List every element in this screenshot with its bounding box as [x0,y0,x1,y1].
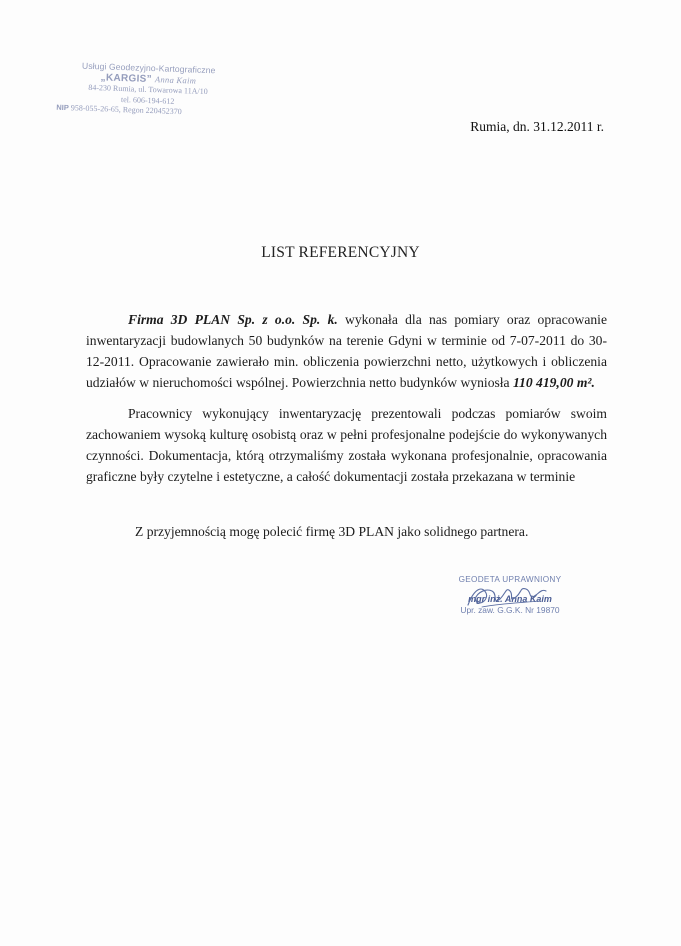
signature-stamp [440,575,580,615]
paragraph-1 [86,309,607,393]
stamp-line-services: Usługi Geodezyjno-Kartograficzne [81,60,216,76]
stamp-brand: „KARGIS” [100,71,153,85]
stamp-line-phone: tel. 606-194-612 [120,94,175,106]
letter-title: LIST REFERENCYJNY [261,244,420,261]
stamp-nip-value: 958-055-26-65, Regon 220452370 [70,103,182,117]
signature-stamp-title: GEODETA UPRAWNIONY [458,575,562,584]
closing-sentence: Z przyjemnością mogę polecić firmę 3D PLAN jako solidnego partnera. [135,524,529,539]
company-stamp [56,60,234,119]
paragraph-2-text: Pracownicy wykonujący inwentaryzację prezentowali podczas pomiarów swoim zachowaniem wysoką kulturę osobistą oraz w pełni profesjonalne podejście do wykonywanych czynności. Dokumentacja, którą otrzymaliśmy została wykonana profesjonalnie, opracowania graficzne były czytelne i estetyczne, a całość dokumentacji została przekazana w terminie [86,406,607,484]
stamp-owner: Anna Kaim [154,73,197,86]
letter-body [86,309,607,497]
signature-stamp-name: mgr inż. Anna Kaim [468,594,552,604]
signature-stamp-license: Upr. zaw. G.G.K. Nr 19870 [460,605,560,615]
paragraph-2 [86,403,607,487]
area-value: 110 419,00 m². [513,375,595,390]
company-name: Firma 3D PLAN Sp. z o.o. Sp. k. [128,312,338,327]
stamp-nip-label: NIP [56,102,70,113]
paragraph-1-text: wykonała dla nas pomiary oraz opracowanie inwentaryzacji budowlanych 50 budynków na terenie Gdyni w terminie od 7-07-2011 do 30-12-2011. Opracowanie zawierało min. obliczenia powierzchni netto, użytkowych i obliczenia udziałów w nieruchomości wspólnej. Powierzchnia netto budynków wyniosła [86,312,607,390]
place-date: Rumia, dn. 31.12.2011 r. [470,119,604,134]
handwritten-signature-icon [462,579,552,613]
stamp-line-address: 84-230 Rumia, ul. Towarowa 11A/10 [88,82,208,97]
